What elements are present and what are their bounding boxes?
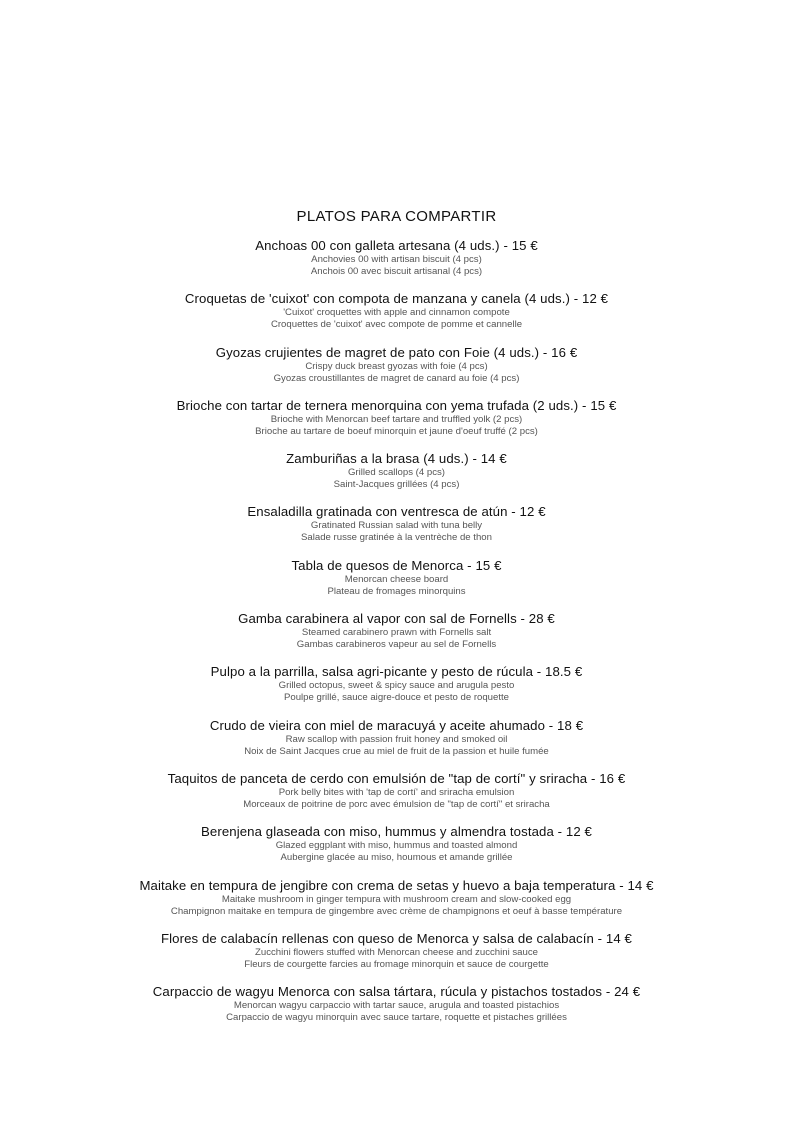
dish-name: Brioche con tartar de ternera menorquina con yema trufada (2 uds.) - 15 € [176,397,617,413]
dish-english: Grilled scallops (4 pcs) [347,467,446,479]
menu-item [0,237,793,290]
dish-french: Croquettes de 'cuixot' avec compote de pomme et cannelle [270,319,523,331]
dish-english: Crispy duck breast gyozas with foie (4 pcs) [305,360,488,372]
dish-french: Morceaux de poitrine de porc avec émulsion de "tap de cortí" et sriracha [243,798,550,810]
dish-french: Gyozas croustillantes de magret de canard au foie (4 pcs) [273,372,520,384]
section-title: PLATOS PARA COMPARTIR [296,208,497,225]
dish-name: Zamburiñas a la brasa (4 uds.) - 14 € [286,451,507,467]
dish-french: Salade russe gratinée à la ventrèche de thon [301,532,492,544]
dish-french: Carpaccio de wagyu minorquin avec sauce tartare, roquette et pistaches grillées [226,1012,567,1024]
menu-item [0,823,793,876]
dish-english: Grilled octopus, sweet & spicy sauce and arugula pesto [278,680,515,692]
menu-item [0,717,793,770]
menu-item [0,450,793,503]
dish-english: Raw scallop with passion fruit honey and smoked oil [285,733,508,745]
dish-name: Carpaccio de wagyu Menorca con salsa tártara, rúcula y pistachos tostados - 24 € [152,984,641,1000]
dish-english: Maitake mushroom in ginger tempura with mushroom cream and slow-cooked egg [221,893,572,905]
dish-english: Pork belly bites with 'tap de cortí' and sriracha emulsion [278,786,515,798]
menu-item [0,397,793,450]
dish-french: Champignon maitake en tempura de gingembre avec crème de champignons et oeuf à basse température [170,905,623,917]
dish-name: Pulpo a la parrilla, salsa agri-picante y pesto de rúcula - 18.5 € [210,664,583,680]
dish-name: Tabla de quesos de Menorca - 15 € [291,557,502,573]
dish-english: 'Cuixot' croquettes with apple and cinnamon compote [283,307,510,319]
dish-french: Aubergine glacée au miso, houmous et amande grillée [280,852,513,864]
dish-english: Steamed carabinero prawn with Fornells salt [301,627,492,639]
dish-french: Brioche au tartare de boeuf minorquin et jaune d'oeuf truffé (2 pcs) [255,425,538,437]
menu-item [0,663,793,716]
dish-name: Flores de calabacín rellenas con queso de Menorca y salsa de calabacín - 14 € [160,930,632,946]
menu-item [0,877,793,930]
menu-item [0,557,793,610]
dish-french: Fleurs de courgette farcies au fromage minorquin et sauce de courgette [244,958,549,970]
dish-french: Plateau de fromages minorquins [327,585,466,597]
menu-item [0,930,793,983]
dish-french: Saint-Jacques grillées (4 pcs) [333,479,460,491]
dish-english: Glazed eggplant with miso, hummus and toasted almond [275,840,518,852]
dish-name: Taquitos de panceta de cerdo con emulsión de "tap de cortí" y sriracha - 16 € [167,770,626,786]
dish-english: Menorcan cheese board [344,573,449,585]
menu-item [0,983,793,1036]
dish-name: Crudo de vieira con miel de maracuyá y aceite ahumado - 18 € [209,717,584,733]
menu-item [0,770,793,823]
dish-name: Croquetas de 'cuixot' con compota de manzana y canela (4 uds.) - 12 € [184,291,609,307]
dish-french: Noix de Saint Jacques crue au miel de fruit de la passion et huile fumée [244,745,549,757]
dish-english: Anchovies 00 with artisan biscuit (4 pcs) [311,254,482,265]
dish-french: Poulpe grillé, sauce aigre-douce et pesto de roquette [283,692,510,704]
menu-item [0,503,793,556]
dish-name: Gamba carabinera al vapor con sal de Fornells - 28 € [238,611,555,627]
menu-item [0,344,793,397]
dish-french: Gambas carabineros vapeur au sel de Fornells [296,639,497,651]
dish-name: Anchoas 00 con galleta artesana (4 uds.) - 15 € [255,238,538,253]
menu-item [0,610,793,663]
dish-english: Menorcan wagyu carpaccio with tartar sauce, arugula and toasted pistachios [233,1000,560,1012]
menu-item [0,290,793,343]
dish-english: Zucchini flowers stuffed with Menorcan cheese and zucchini sauce [255,946,538,958]
dish-english: Brioche with Menorcan beef tartare and truffled yolk (2 pcs) [270,413,523,425]
dish-english: Gratinated Russian salad with tuna belly [310,520,483,532]
dish-name: Berenjena glaseada con miso, hummus y almendra tostada - 12 € [201,824,592,840]
dish-name: Ensaladilla gratinada con ventresca de atún - 12 € [247,504,546,520]
dish-name: Gyozas crujientes de magret de pato con Foie (4 uds.) - 16 € [215,344,578,360]
menu-item-list [0,237,793,1036]
dish-french: Anchois 00 avec biscuit artisanal (4 pcs) [310,266,483,277]
dish-name: Maitake en tempura de jengibre con crema de setas y huevo a baja temperatura - 14 € [139,877,654,893]
